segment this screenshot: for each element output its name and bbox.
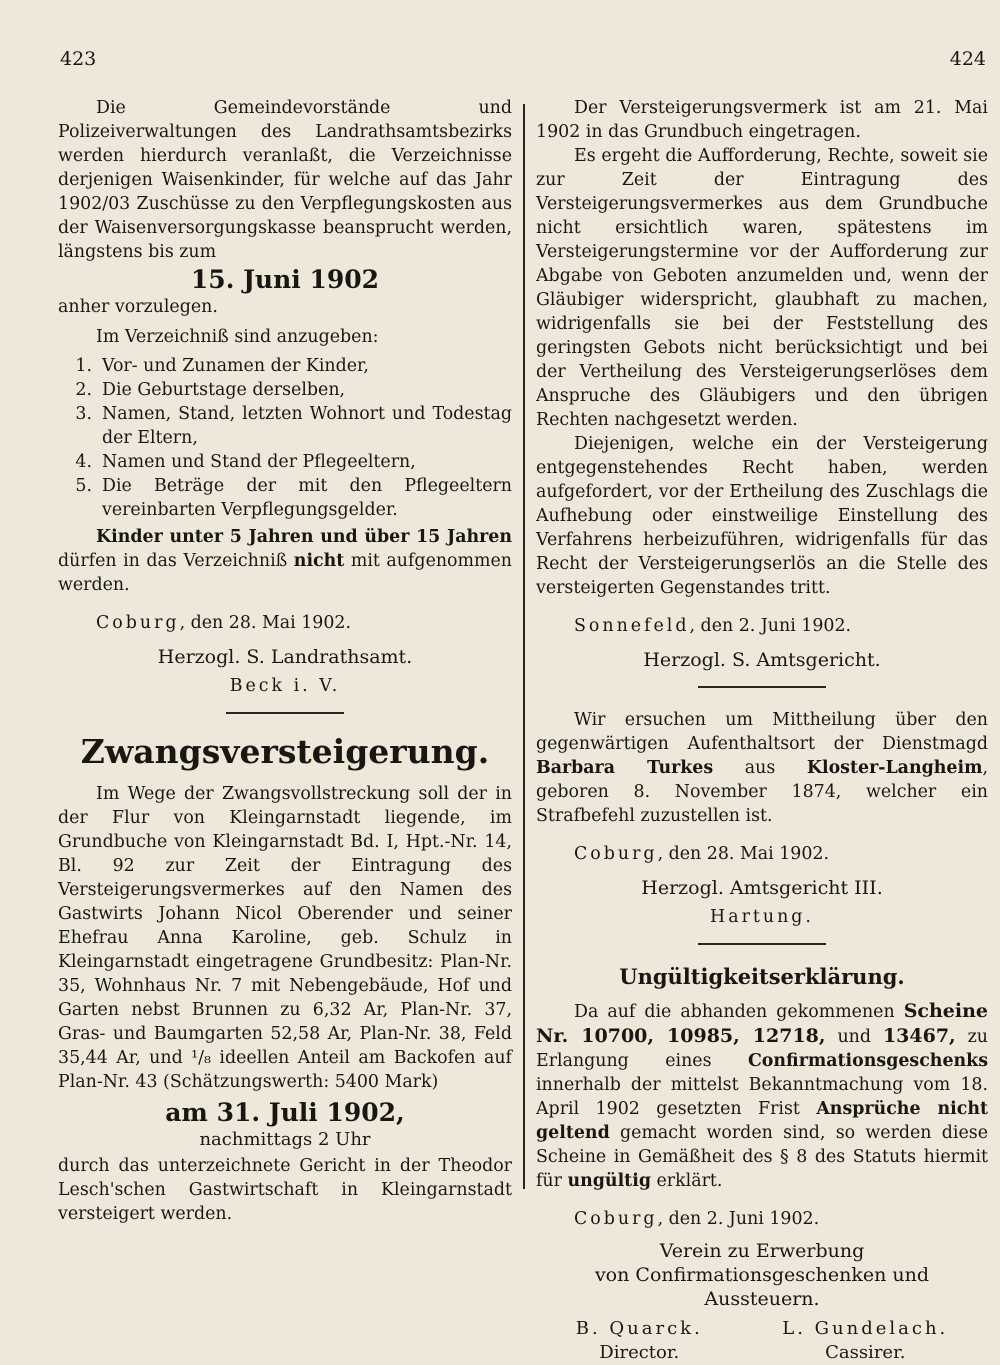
requirements-list [58,354,512,522]
notice-forced-auction [58,732,512,1226]
association-name-1: Verein zu Erwerbung [659,1240,865,1262]
right-column [536,96,988,1365]
certificate-numbers: Nr. 10700, 10985, 12718, [536,1025,826,1047]
association-name-2: von Confirmationsgeschenken und Aussteuern. [594,1264,930,1310]
whereabouts-text-c: , geboren 8. November 1874, welcher ein Strafbefehl zuzustellen ist. [536,758,988,826]
whereabouts-text-b: aus [713,758,807,778]
place-date-text: , den 2. Juni 1902. [657,1209,820,1229]
auction-registry-note: Der Versteigerungsvermerk ist am 21. Mai 1902 in das Grundbuch eingetragen. [536,98,988,142]
place-date [58,611,512,635]
list-item [58,354,512,378]
list-item-text: Die Geburtstage derselben, [102,380,346,400]
claims-phrase: Ansprüche nicht geltend [536,1099,988,1143]
place-date-text: , den 28. Mai 1902. [657,844,830,864]
issuing-authority: Herzogl. Amtsgericht III. [641,877,883,899]
list-item [58,450,512,474]
place-city: Coburg [574,844,658,864]
place-city: Coburg [574,1209,658,1229]
notice-invalidation [536,965,988,1365]
page-number-left: 423 [60,48,97,70]
place-date [536,1207,988,1231]
signatures [536,1317,988,1365]
issuing-authority: Herzogl. S. Landrathsamt. [157,646,413,668]
signature-director [576,1317,703,1365]
list-item-text: Die Beträge der mit den Pflegeeltern vereinbarten Verpflegungsgelder. [102,476,512,520]
list-item [58,402,512,450]
invalidation-text-e: erklärt. [650,1171,723,1191]
age-note-text-end: mit aufgenommen werden. [58,551,513,595]
auction-time: nachmittags 2 Uhr [199,1129,371,1150]
auction-text-end: durch das unterzeichnete Gericht in der Theodor Lesch'schen Gastwirtschaft in Kleingarnstadt versteigert werden. [58,1156,512,1224]
list-item-text: Vor- und Zunamen der Kinder, [102,356,369,376]
list-item-text: Namen und Stand der Pflegeeltern, [102,452,416,472]
certificate-last-number: 13467, [882,1025,956,1047]
invalidation-text-b: zu Erlangung eines [536,1027,988,1071]
deadline-date: 15. Juni 1902 [190,265,380,294]
signature-name: L. Gundelach. [782,1318,949,1339]
notice-intro: Die Gemeindevorstände und Polizeiverwaltungen des Landrathsamtsbezirks werden hierdurch veranlaßt, die Verzeichnisse derjenigen Waisenkinder, für welche auf das Jahr 1902/03 Zuschüsse zu den Verpflegungskosten aus der Waisenversorgungskasse beansprucht werden, längstens bis zum [58,98,512,262]
and-word: und [825,1027,883,1047]
list-item-text: Namen, Stand, letzten Wohnort und Todestag der Eltern, [102,404,512,448]
notice-whereabouts [536,708,988,929]
certificates-word: Scheine [903,1000,988,1022]
signature-role: Cassirer. [825,1342,906,1363]
place-date-text: , den 2. Juni 1902. [689,616,852,636]
invalidation-text-d: gemacht worden sind, so werden diese Scheine in Gemäßheit des § 8 des Statuts hiermit für [536,1123,988,1191]
place-date [536,842,988,866]
whereabouts-text [536,708,988,828]
signer: Beck i. V. [229,676,341,696]
invalidation-text-a: Da auf die abhanden gekommenen [574,1002,904,1022]
whereabouts-text-a: Wir ersuchen um Mittheilung über den gegenwärtigen Aufenthaltsort der Dienstmagd [536,710,988,754]
age-note-text: dürfen in das Verzeichniß [58,551,294,571]
column-divider [523,104,525,1189]
issuing-authority: Herzogl. S. Amtsgericht. [643,649,881,671]
list-item-number: 4. [75,452,92,472]
list-item-number: 5. [75,476,92,496]
notice-after: anher vorzulegen. [58,297,218,317]
person-name: Barbara Turkes [536,758,714,778]
list-intro: Im Verzeichniß sind anzugeben: [96,327,379,347]
age-note-nicht: nicht [293,551,345,571]
gift-word: Confirmationsgeschenks [747,1051,988,1071]
signature-role: Director. [599,1342,680,1363]
notice-auction-continued [536,96,988,672]
auction-claims-text: Es ergeht die Aufforderung, Rechte, soweit sie zur Zeit der Eintragung des Versteigerungsvermerkes aus dem Grundbuche nicht ersichtlich waren, spätestens im Versteigerungstermine vor der Aufforderung zur Abgabe von Geboten anzumelden und, wenn der Gläubiger widerspricht, glaubhaft zu machen, widrigenfalls sie bei der Feststellung des geringsten Gebots nicht berücksichtigt und bei der Vertheilung des Versteigerungserlöses dem Anspruche des Gläubigers und den übrigen Rechten nachgesetzt werden. [536,146,988,430]
list-item-number: 2. [75,380,92,400]
place-city: Sonnefeld [574,616,690,636]
auction-title: Zwangsversteigerung. [80,732,490,771]
invalid-word: ungültig [567,1171,651,1191]
place-city: Coburg [96,613,180,633]
section-divider [698,686,826,688]
section-divider [226,712,344,714]
auction-text: Im Wege der Zwangsvollstreckung soll der in der Flur von Kleingarnstadt liegende, im Grundbuche von Kleingarnstadt Bd. I, Hpt.-Nr. 14, Bl. 92 zur Zeit der Eintragung des Versteigerungsvermerkes auf den Namen des Gastwirts Johann Nicol Oberender und seiner Ehefrau Anna Karoline, geb. Schulz in Kleingarnstadt eingetragene Grundbesitz: Plan-Nr. 35, Wohnhaus Nr. 7 mit Nebengebäude, Hof und Garten nebst Brunnen zu 6,32 Ar, Plan-Nr. 37, Gras- und Baumgarten 52,58 Ar, Plan-Nr. 38, Feld 35,44 Ar, und ¹/₈ ideellen Anteil am Backofen auf Plan-Nr. 43 (Schätzungswerth: 5400 Mark) [58,784,512,1092]
signature-cashier [782,1317,948,1365]
left-column [58,96,512,1226]
place-date [536,614,988,638]
place-date-text: , den 28. Mai 1902. [179,613,352,633]
auction-date: am 31. Juli 1902, [165,1098,405,1127]
invalidation-text [536,999,988,1193]
invalidation-title: Ungültigkeitserklärung. [619,964,905,989]
list-item-number: 1. [75,356,92,376]
list-item-number: 3. [75,404,92,424]
signer: Hartung. [710,907,814,927]
person-origin: Kloster-Langheim [806,758,983,778]
age-note [58,525,512,597]
list-item [58,378,512,402]
auction-objections-text: Diejenigen, welche ein der Versteigerung entgegenstehendes Recht haben, werden aufgefordert, vor der Ertheilung des Zuschlags die Aufhebung oder einstweilige Einstellung des Verfahrens herbeizuführen, widrigenfalls für das Recht der Versteigerungserlös an die Stelle des versteigerten Gegenstandes tritt. [536,434,988,598]
signature-name: B. Quarck. [575,1318,703,1339]
age-note-bold: Kinder unter 5 Jahren und über 15 Jahren [96,527,512,547]
section-divider [698,943,826,945]
notice-orphan-lists [58,96,512,698]
page-number-right: 424 [949,48,986,70]
list-item [58,474,512,522]
invalidation-text-c: innerhalb der mittelst Bekanntmachung vom 18. April 1902 gesetzten Frist [536,1075,988,1119]
